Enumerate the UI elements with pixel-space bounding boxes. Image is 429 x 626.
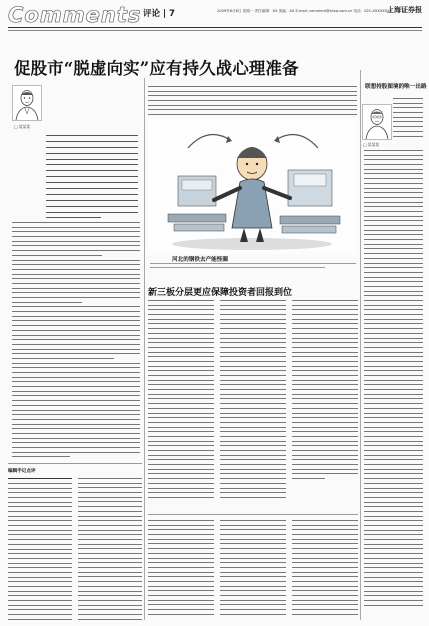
section-title: 评论 | 7 <box>143 9 175 19</box>
right-column-headline: 联想持股图境的唯一出路 <box>365 84 427 90</box>
bottom-mid-col3 <box>292 520 358 620</box>
bottom-left-section-title: 编辑手记点评 <box>8 469 36 474</box>
newspaper-name: 上海证券报 <box>387 5 422 14</box>
main-headline: 促股市“脱虚向实”应有持久战心理准备 <box>14 59 299 78</box>
cartoon-description <box>150 263 356 273</box>
right-column-body <box>364 150 423 612</box>
article-body-mid-col1 <box>148 300 214 510</box>
author-portrait <box>12 85 42 121</box>
bottom-left-col2 <box>78 478 142 620</box>
header-rule <box>8 27 422 28</box>
columnist-portrait <box>362 104 392 140</box>
bottom-left-col1 <box>8 478 72 620</box>
article-body-top-mid <box>148 86 357 116</box>
columnist-byline: □ 某某某 <box>363 142 380 147</box>
article-body-mid-col2 <box>220 300 286 510</box>
article-body-mid-col3 <box>292 300 358 510</box>
right-column-intro <box>393 98 423 144</box>
section-logo: Comments <box>8 3 142 27</box>
cartoon-caption: 河北的钢铁去产能怪圈 <box>172 257 228 263</box>
header-meta: 2009年6月8日 星期一 责任编辑：XX 美编：XX E-mail: comment@shzq.com.cn 电话：021-XXXXXXXX <box>217 9 393 13</box>
pull-quote <box>46 135 138 223</box>
article-body-left <box>12 222 140 462</box>
bottom-mid-col2 <box>220 520 286 620</box>
secondary-headline: 新三板分层更应保障投资者回报到位 <box>148 288 293 298</box>
author-byline: □ 某某某 <box>14 124 31 129</box>
editorial-cartoon <box>148 118 357 254</box>
bottom-mid-col1 <box>148 520 214 620</box>
